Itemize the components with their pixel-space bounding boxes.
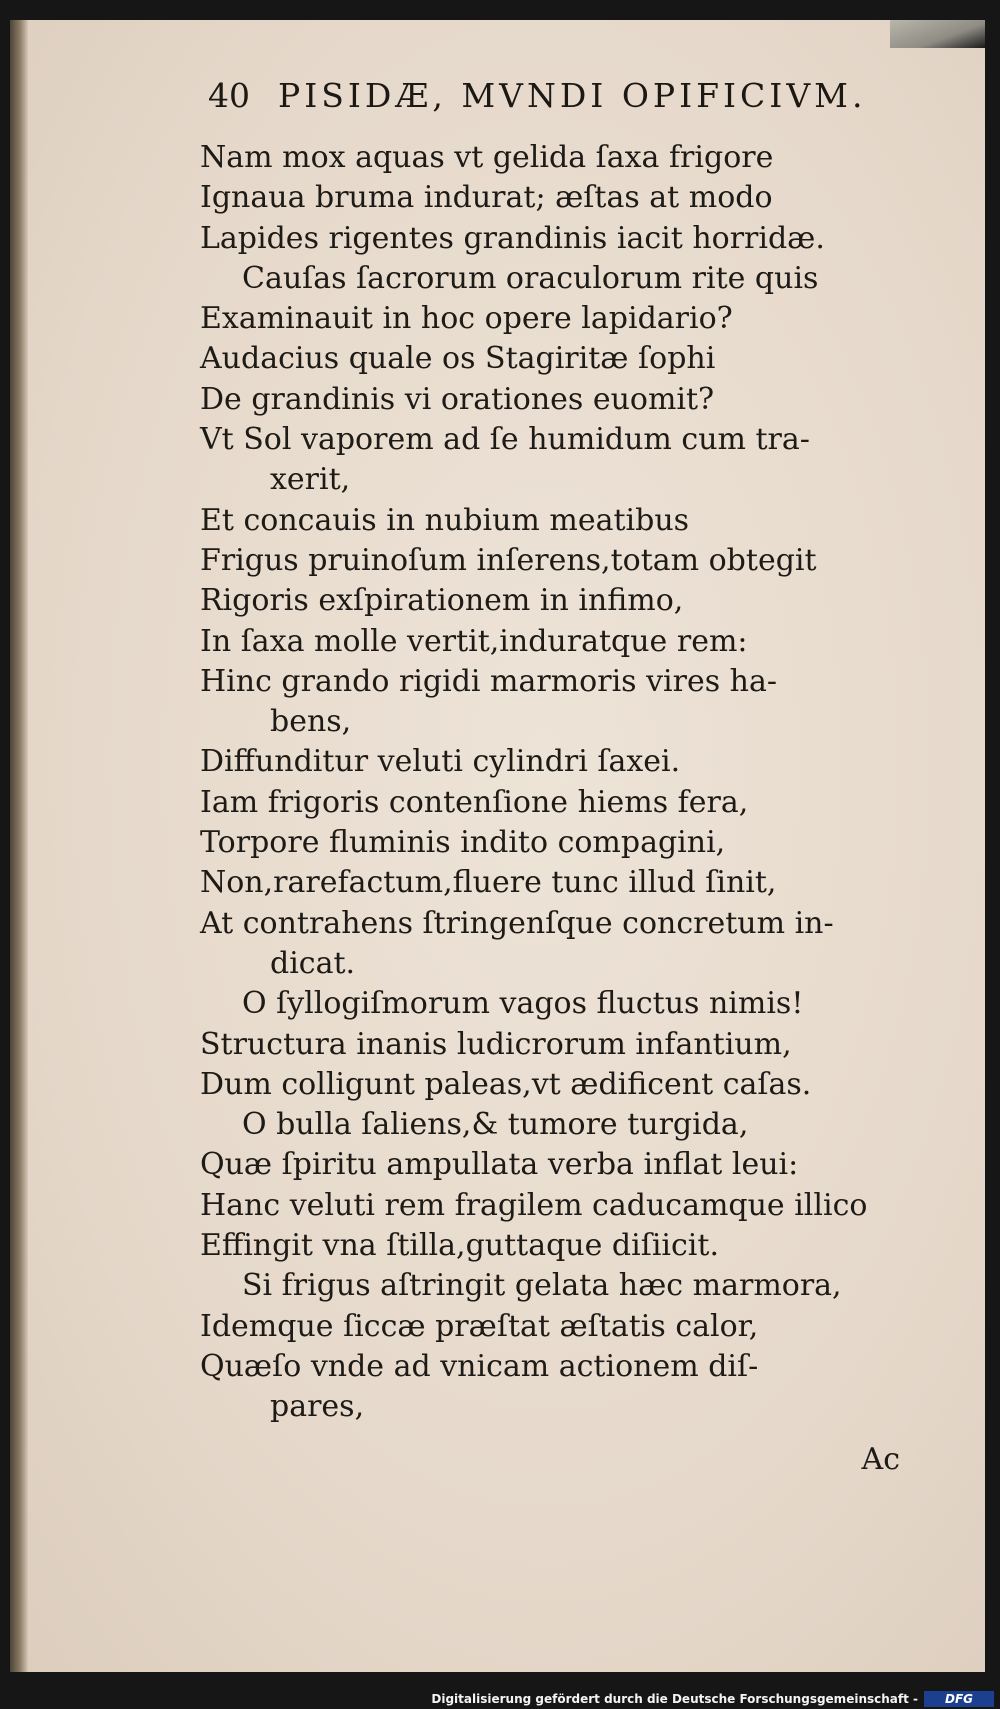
verse-line: Structura inanis ludicrorum infantium, bbox=[200, 1026, 792, 1062]
verse-line: Nam mox aquas vt gelida ſaxa frigore bbox=[200, 140, 774, 175]
verse-line: Hinc grando rigidi marmoris vires ha- bbox=[200, 663, 778, 699]
book-page bbox=[10, 20, 985, 1672]
page-header bbox=[208, 76, 928, 126]
verse-line: Examinauit in hoc opere lapidario? bbox=[200, 301, 733, 337]
verse-line: Dum colligunt paleas,vt ædificent caſas. bbox=[200, 1066, 812, 1102]
verse-line: Non,rarefactum,fluere tunc illud ſinit, bbox=[200, 865, 777, 901]
book-spine-shadow bbox=[10, 20, 28, 1672]
verse-line: Hanc veluti rem fragilem caducamque illico bbox=[200, 1187, 868, 1223]
verse-line: Ignaua bruma indurat; æſtas at modo bbox=[200, 180, 773, 216]
verse-line: Cauſas ſacrorum oraculorum rite quis bbox=[242, 260, 819, 296]
verse-line: Iam frigoris contenſione hiems fera, bbox=[200, 784, 749, 820]
verse-line: dicat. bbox=[270, 945, 356, 981]
verse-line: O bulla ſaliens,& tumore turgida, bbox=[242, 1107, 749, 1143]
verse-line: xerit, bbox=[270, 462, 351, 498]
verse-line: At contrahens ſtringenſque concretum in- bbox=[200, 905, 834, 941]
catchword: Ac bbox=[861, 1442, 900, 1477]
verse-line: bens, bbox=[270, 704, 352, 740]
verse-line: Vt Sol vaporem ad ſe humidum cum tra- bbox=[200, 422, 810, 458]
verse-text bbox=[200, 138, 880, 1428]
verse-line: Frigus pruinoſum inſerens,totam obtegit bbox=[200, 542, 817, 578]
verse-line: De grandinis vi orationes euomit? bbox=[200, 381, 715, 417]
verse-line: pares, bbox=[270, 1389, 365, 1425]
verse-line: Effingit vna ſtilla,guttaque diſiicit. bbox=[200, 1228, 719, 1264]
verse-line: Idemque ſiccæ præſtat æſtatis calor, bbox=[200, 1308, 759, 1344]
page-number: 40 bbox=[208, 76, 250, 115]
verse-line: Rigoris exſpirationem in infimo, bbox=[200, 583, 684, 619]
verse-line: In ſaxa molle vertit,induratque rem: bbox=[200, 623, 748, 659]
verse-line: Lapides rigentes grandinis iacit horridæ. bbox=[200, 220, 825, 256]
verse-line: O ſyllogiſmorum vagos fluctus nimis! bbox=[242, 986, 804, 1022]
verse-line: Quæſo vnde ad vnicam actionem diſ- bbox=[200, 1348, 759, 1384]
verse-line: Quæ ſpiritu ampullata verba inflat leui: bbox=[200, 1147, 799, 1183]
page-corner-damage bbox=[890, 20, 985, 48]
dfg-logo-icon: DFG bbox=[924, 1691, 994, 1707]
digitization-credit: Digitalisierung gefördert durch die Deutsche Forschungsgemeinschaft - bbox=[431, 1692, 918, 1706]
verse-line: Si frigus aſtringit gelata hæc marmora, bbox=[242, 1268, 842, 1304]
verse-line: Diffunditur veluti cylindri ſaxei. bbox=[200, 744, 681, 780]
verse-line: Audacius quale os Stagiritæ ſophi bbox=[200, 341, 716, 377]
verse-line: Et concauis in nubium meatibus bbox=[200, 502, 690, 538]
verse-line: Torpore fluminis indito compagini, bbox=[200, 825, 726, 861]
running-title: PISIDÆ, MVNDI OPIFICIVM. bbox=[278, 76, 867, 115]
